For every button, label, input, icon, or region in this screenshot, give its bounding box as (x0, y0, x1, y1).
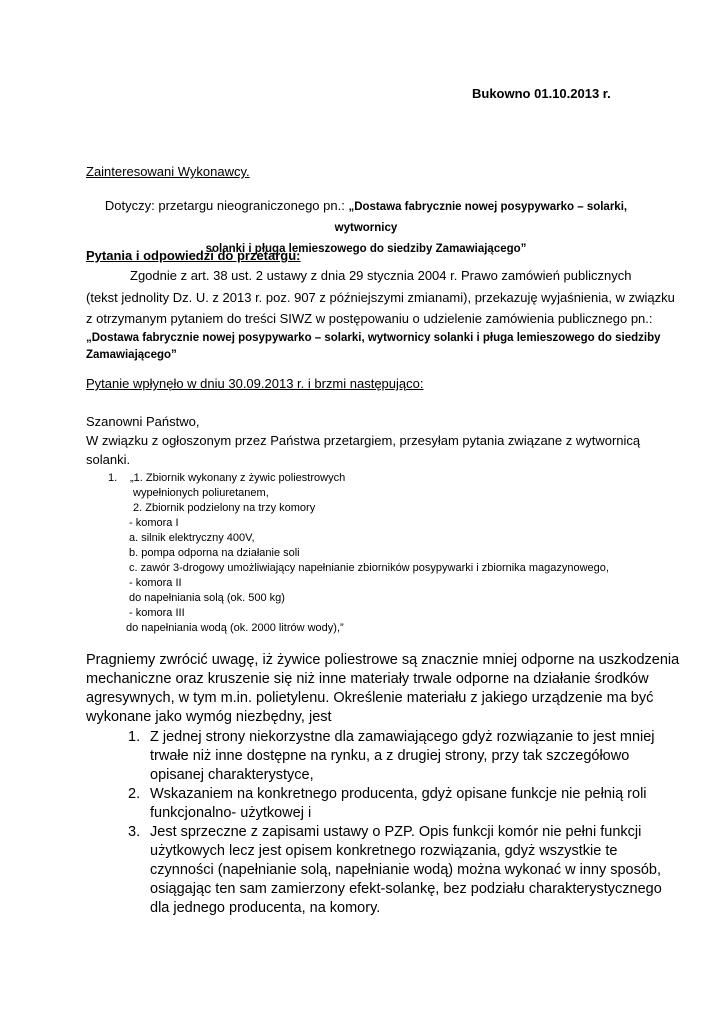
answer-intro-line: agresywnych, w tym m.in. polietylenu. Określenie materiału z jakiego urządzenie ma być (86, 690, 654, 706)
intro-line-1: Zgodnie z art. 38 ust. 2 ustawy z dnia 29 stycznia 2004 r. Prawo zamówień publicznych (130, 268, 632, 283)
subject-prefix: Dotyczy: przetargu nieograniczonego pn.: (104, 198, 349, 213)
spec-line: 2. Zbiornik podzielony na trzy komory (133, 502, 316, 514)
letter-line-1: W związku z ogłoszonym przez Państwa przetargiem, przesyłam pytania związane z wytwornicą (86, 433, 641, 448)
spec-line: - komora III (129, 607, 185, 619)
spec-line: - komora I (129, 517, 179, 529)
spec-line: do napełniania solą (ok. 500 kg) (129, 592, 285, 604)
letter-greeting: Szanowni Państwo, (86, 414, 200, 429)
answer-item-line: Wskazaniem na konkretnego producenta, gdyż opisane funkcje nie pełnią roli (150, 786, 647, 802)
answer-item-line: czynności (napełnianie solą, napełnianie wodą) można wykonać w inny sposób, (150, 862, 662, 878)
subject-title-line2: solanki i pługa lemieszowego do siedziby Zamawiającego” (205, 243, 527, 255)
spec-list-marker: 1. (108, 472, 118, 484)
question-date-colon: : (419, 376, 424, 391)
questions-heading: Pytania i odpowiedzi do przetargu: (86, 248, 301, 263)
intro-title-line2: Zamawiającego” (86, 349, 177, 361)
spec-line: a. silnik elektryczny 400V, (129, 532, 255, 544)
answer-item-line: funkcjonalno- użytkowej i (150, 805, 312, 821)
spec-line: do napełniania wodą (ok. 2000 litrów wody),” (126, 622, 344, 634)
intro-line-2: (tekst jednolity Dz. U. z 2013 r. poz. 907 z późniejszymi zmianami), przekazuję wyjaśnienia, w związku (86, 290, 675, 305)
answer-item-line: dla jednego producenta, na komory. (150, 900, 381, 916)
answer-intro-line: wykonane jako wymóg niezbędny, jest (86, 709, 332, 725)
intro-line-3: z otrzymanym pytaniem do treści SIWZ w postępowaniu o udzielenie zamówienia publicznego pn.: (86, 311, 653, 326)
answer-item-line: trwałe niż inne dostępne na rynku, a z drugiej strony, przy tak szczegółowo (150, 748, 630, 764)
question-date-text: Pytanie wpłynęło w dniu 30.09.2013 r. i brzmi następująco (86, 376, 420, 391)
answer-item-number: 2. (128, 786, 141, 802)
answer-item-line: opisanej charakterystyce, (150, 767, 314, 783)
answer-intro-line: Pragniemy zwrócić uwagę, iż żywice poliestrowe są znacznie mniej odporne na uszkodzenia (86, 652, 680, 668)
question-date-line (86, 376, 424, 391)
answer-item-line: osiągając ten sam zamierzony efekt-solankę, bez podziału charakterystycznego (150, 881, 662, 897)
answer-item-line: użytkowych lecz jest opisem konkretnego rozwiązania, gdyż wszystkie te (150, 843, 618, 859)
recipients-heading: Zainteresowani Wykonawcy. (86, 164, 250, 179)
answer-intro-line: mechaniczne oraz kruszenie się niż inne materiały trwale odporne na działanie środków (86, 671, 649, 687)
answer-item-number: 1. (128, 729, 141, 745)
subject-title-line1: „Dostawa fabrycznie nowej posypywarko – solarki, wytwornicy (334, 201, 628, 234)
spec-line: - komora II (129, 577, 182, 589)
spec-line: b. pompa odporna na działanie soli (129, 547, 300, 559)
answer-item-number: 3. (128, 824, 141, 840)
letter-line-2: solanki. (86, 452, 131, 467)
date-line: Bukowno 01.10.2013 r. (472, 86, 611, 101)
intro-title-line1: „Dostawa fabrycznie nowej posypywarko – solarki, wytwornicy solanki i pługa lemieszowego do siedziby (86, 332, 661, 344)
spec-line: wypełnionych poliuretanem, (133, 487, 269, 499)
spec-line: c. zawór 3-drogowy umożliwiający napełnianie zbiorników posypywarki i zbiornika magazynowego, (129, 562, 609, 574)
spec-line: „1. Zbiornik wykonany z żywic poliestrowych (130, 472, 346, 484)
answer-item-line: Jest sprzeczne z zapisami ustawy o PZP. Opis funkcji komór nie pełni funkcji (150, 824, 642, 840)
answer-item-line: Z jednej strony niekorzystne dla zamawiającego gdyż rozwiązanie to jest mniej (150, 729, 655, 745)
